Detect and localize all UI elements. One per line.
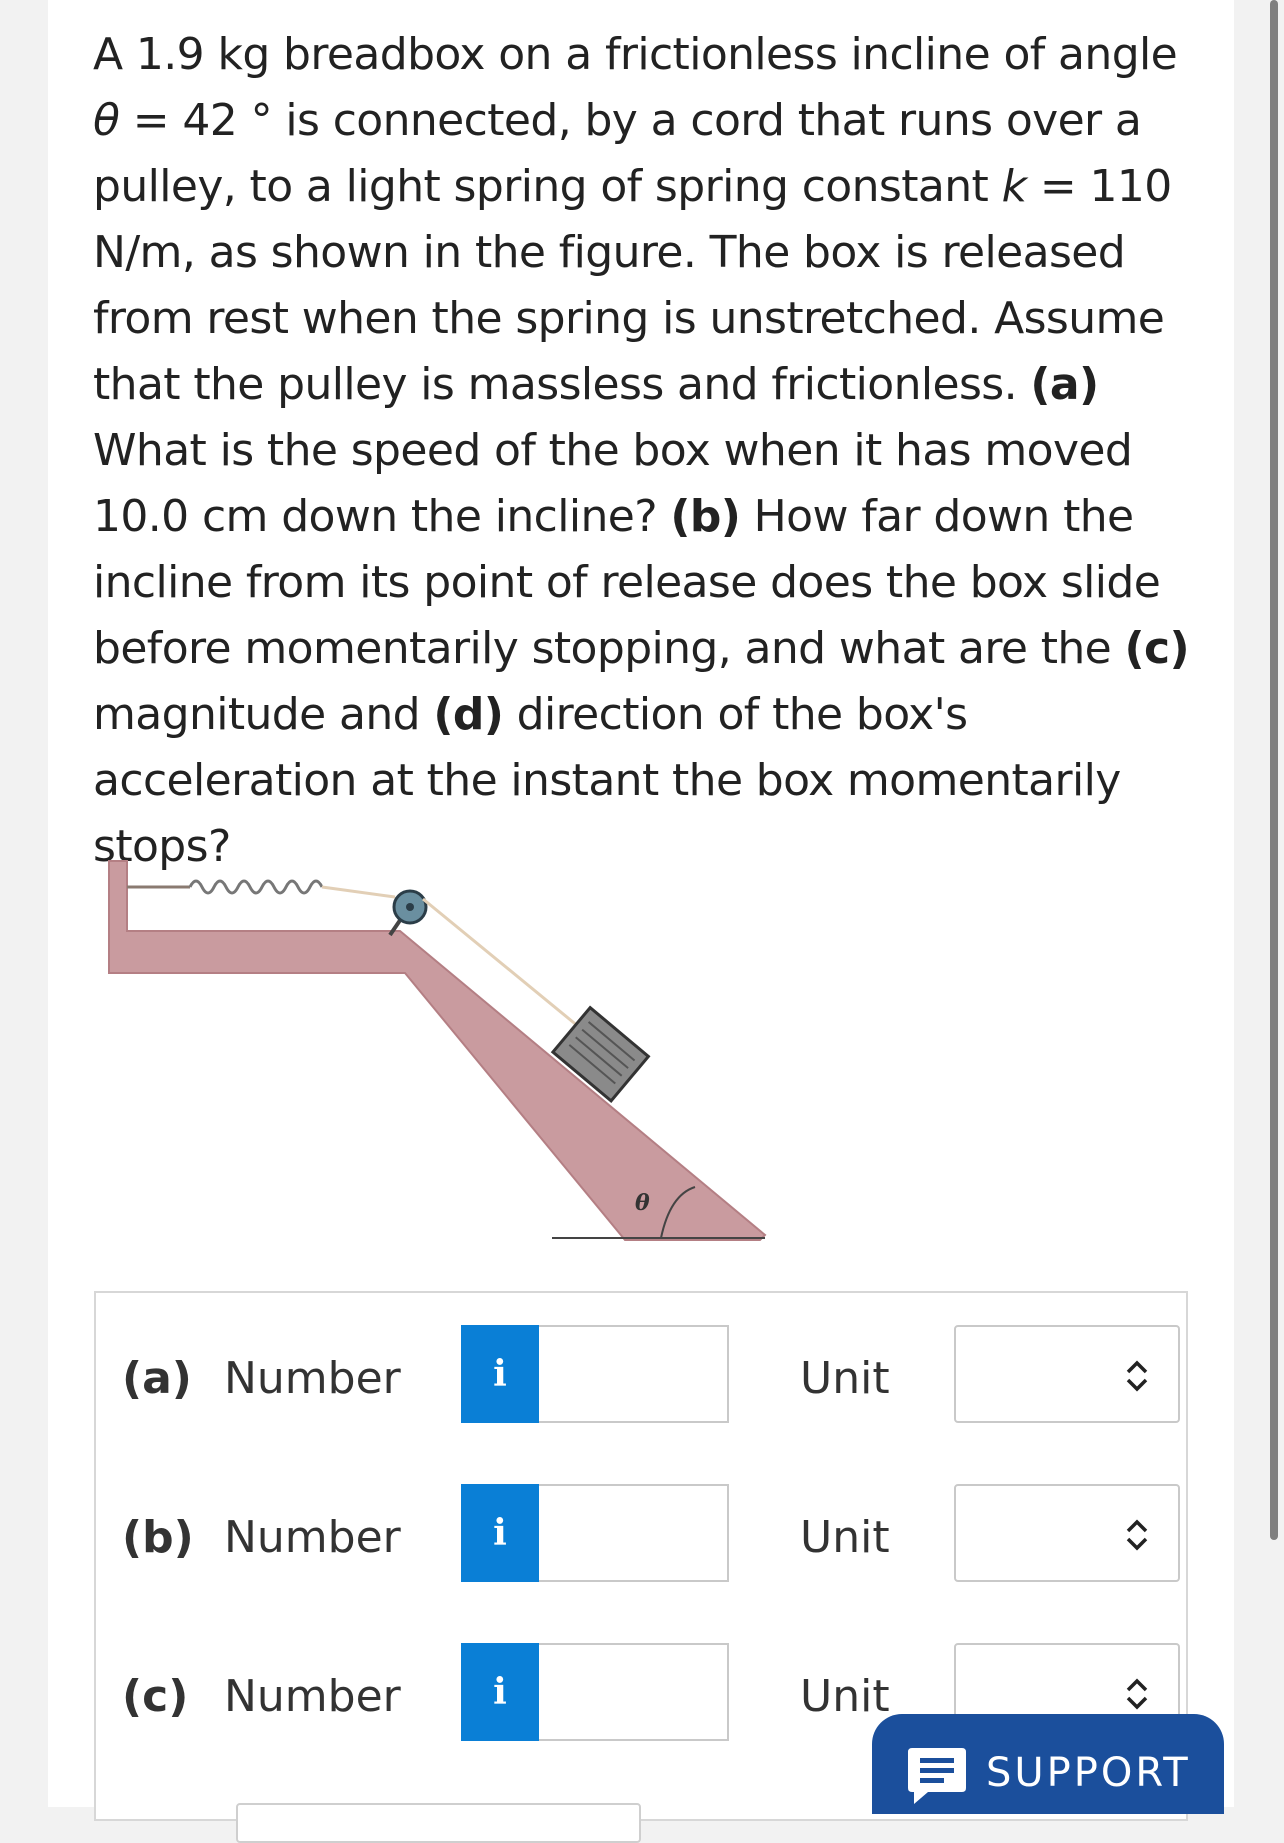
number-input-a[interactable]: [539, 1325, 729, 1423]
number-input-b[interactable]: [539, 1484, 729, 1582]
unit-select-a[interactable]: [954, 1325, 1180, 1423]
updown-chevron-icon: [1122, 1516, 1152, 1554]
answer-row-b: [96, 1484, 1186, 1584]
updown-chevron-icon: [1122, 1357, 1152, 1395]
unit-label-a: Unit: [800, 1353, 890, 1404]
spring-k-value: 110 N/m: [93, 161, 1172, 278]
angle-value: 42: [182, 95, 238, 146]
number-input-c[interactable]: [539, 1643, 729, 1741]
unit-label-b: Unit: [800, 1512, 890, 1563]
part-label-b: (b): [122, 1512, 194, 1563]
chat-bubble-icon: [906, 1744, 968, 1808]
pulley-hub: [406, 903, 414, 911]
angle-label: θ: [635, 1190, 650, 1216]
part-label-a: (a): [122, 1353, 192, 1404]
answer-row-a: [96, 1325, 1186, 1425]
support-button[interactable]: [872, 1714, 1224, 1814]
mass-value: 1.9: [135, 29, 205, 80]
updown-chevron-icon: [1122, 1675, 1152, 1713]
info-button-a[interactable]: i: [461, 1325, 539, 1423]
scrollbar-thumb[interactable]: [1270, 0, 1278, 1540]
cord-horizontal: [322, 887, 395, 897]
number-label-a: Number: [224, 1353, 401, 1404]
info-button-c[interactable]: i: [461, 1643, 539, 1741]
unit-label-c: Unit: [800, 1671, 890, 1722]
support-label: SUPPORT: [986, 1750, 1191, 1796]
info-button-b[interactable]: i: [461, 1484, 539, 1582]
unit-select-b[interactable]: [954, 1484, 1180, 1582]
question-text: A 1.9 kg breadbox on a frictionless incline of angle θ = 42 ° is connected, by a cord that runs over a pulley, to a light spring of spring constant k = 110 N/m, as shown in the figure. The box is released from rest when the spring is unstretched. Assume that the pulley is massless and frictionless. (a) What is the speed of the box when it has moved 10.0 cm down the incline? (b) How far down the incline from its point of release does the box slide before momentarily stopping, and what are the (c) magnitude and (d) direction of the box's acceleration at the instant the box momentarily stops?: [93, 29, 1190, 872]
spring-k-symbol: k: [1001, 161, 1027, 212]
spring: [190, 881, 322, 893]
part-label-c: (c): [122, 1671, 189, 1722]
ground-incline: [109, 861, 765, 1240]
scrollbar[interactable]: [1262, 0, 1284, 1807]
incline-figure: [105, 855, 775, 1250]
number-label-b: Number: [224, 1512, 401, 1563]
number-label-c: Number: [224, 1671, 401, 1722]
part-d-field-partial[interactable]: [236, 1803, 641, 1843]
angle-symbol: θ: [93, 95, 120, 146]
